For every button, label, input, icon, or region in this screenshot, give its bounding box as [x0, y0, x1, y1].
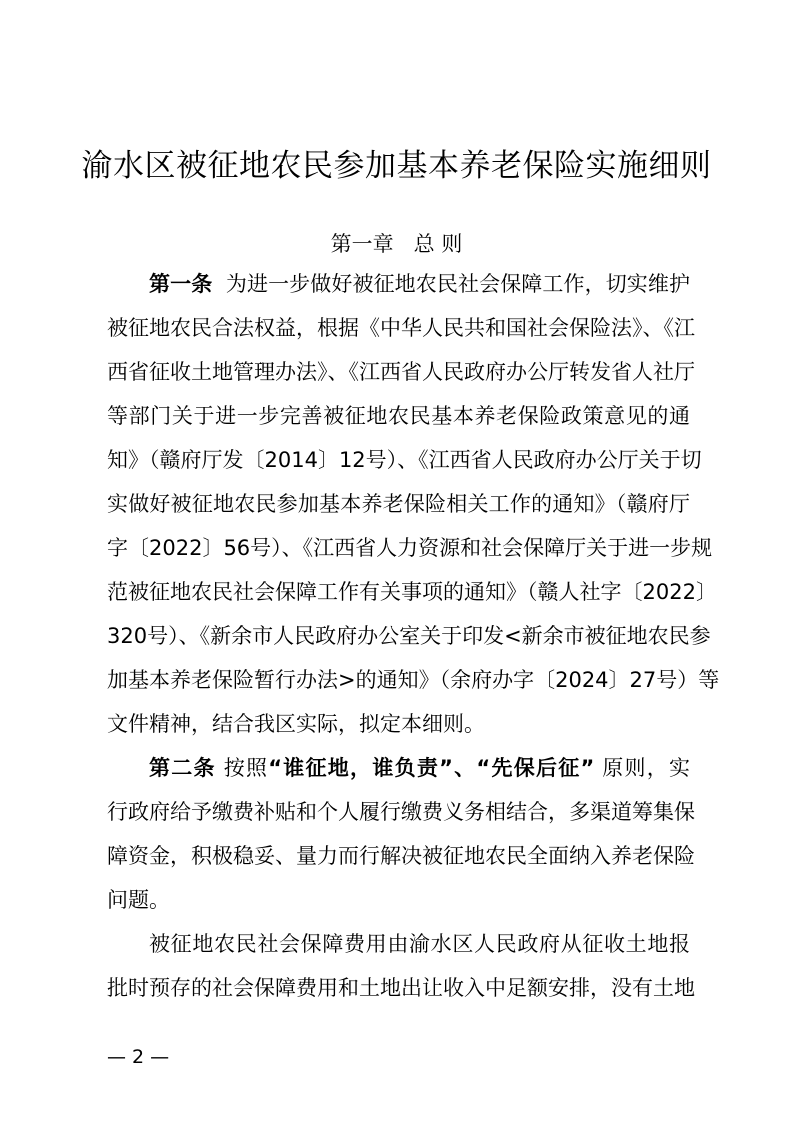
- article-2-line-3: 问题。: [107, 888, 170, 912]
- article-1-line-5: 实做好被征地农民参加基本养老保险相关工作的通知》（赣府厅: [107, 492, 690, 516]
- article-1-line-1: 被征地农民合法权益，根据《中华人民共和国社会保险法》、《江: [107, 316, 695, 340]
- article-1-line-7: 范被征地农民社会保障工作有关事项的通知》（赣人社字〔2022〕: [107, 580, 717, 604]
- article-2-line-1: 行政府给予缴费补贴和个人履行缴费义务相结合，多渠道筹集保: [107, 800, 695, 824]
- article-1-line-2: 西省征收土地管理办法》、《江西省人民政府办公厅转发省人社厅: [107, 360, 695, 384]
- chapter-number: 第一章: [330, 232, 394, 256]
- chapter-name: 总 则: [413, 232, 463, 256]
- article-1-line-10: 文件精神，结合我区实际，拟定本细则。: [107, 712, 485, 736]
- article-1-line-4: 知》（赣府厅发〔2014〕12号）、《江西省人民政府办公厅关于切: [107, 448, 702, 472]
- paragraph-3-line-1: 批时预存的社会保障费用和土地出让收入中足额安排，没有土地: [107, 976, 695, 1000]
- article-2-line-0: 第二条 按照“谁征地，谁负责”、“先保后征” 原则，实: [149, 756, 691, 780]
- article-1-line-6: 字〔2022〕56号）、《江西省人力资源和社会保障厅关于进一步规: [107, 536, 713, 560]
- document-title: 渝水区被征地农民参加基本养老保险实施细则: [81, 148, 712, 184]
- paragraph-3-line-0: 被征地农民社会保障费用由渝水区人民政府从征收土地报: [149, 932, 690, 956]
- article-1-label: 第一条: [149, 272, 213, 296]
- article-1-line-3: 等部门关于进一步完善被征地农民基本养老保险政策意见的通: [107, 404, 690, 428]
- article-2-line-2: 障资金，积极稳妥、量力而行解决被征地农民全面纳入养老保险: [107, 844, 695, 868]
- article-1-line-8: 320号）、《新余市人民政府办公室关于印发<新余市被征地农民参: [107, 624, 711, 648]
- article-1-line-0: 第一条 为进一步做好被征地农民社会保障工作，切实维护: [149, 272, 691, 296]
- article-2-emphasis: “谁征地，谁负责”、“先保后征”: [268, 756, 595, 780]
- page-number: — 2 —: [107, 1046, 170, 1068]
- article-1-line-9: 加基本养老保险暂行办法>的通知》（余府办字〔2024〕27号）等: [107, 668, 720, 692]
- chapter-heading: [0, 228, 793, 258]
- article-2-label: 第二条: [149, 756, 216, 780]
